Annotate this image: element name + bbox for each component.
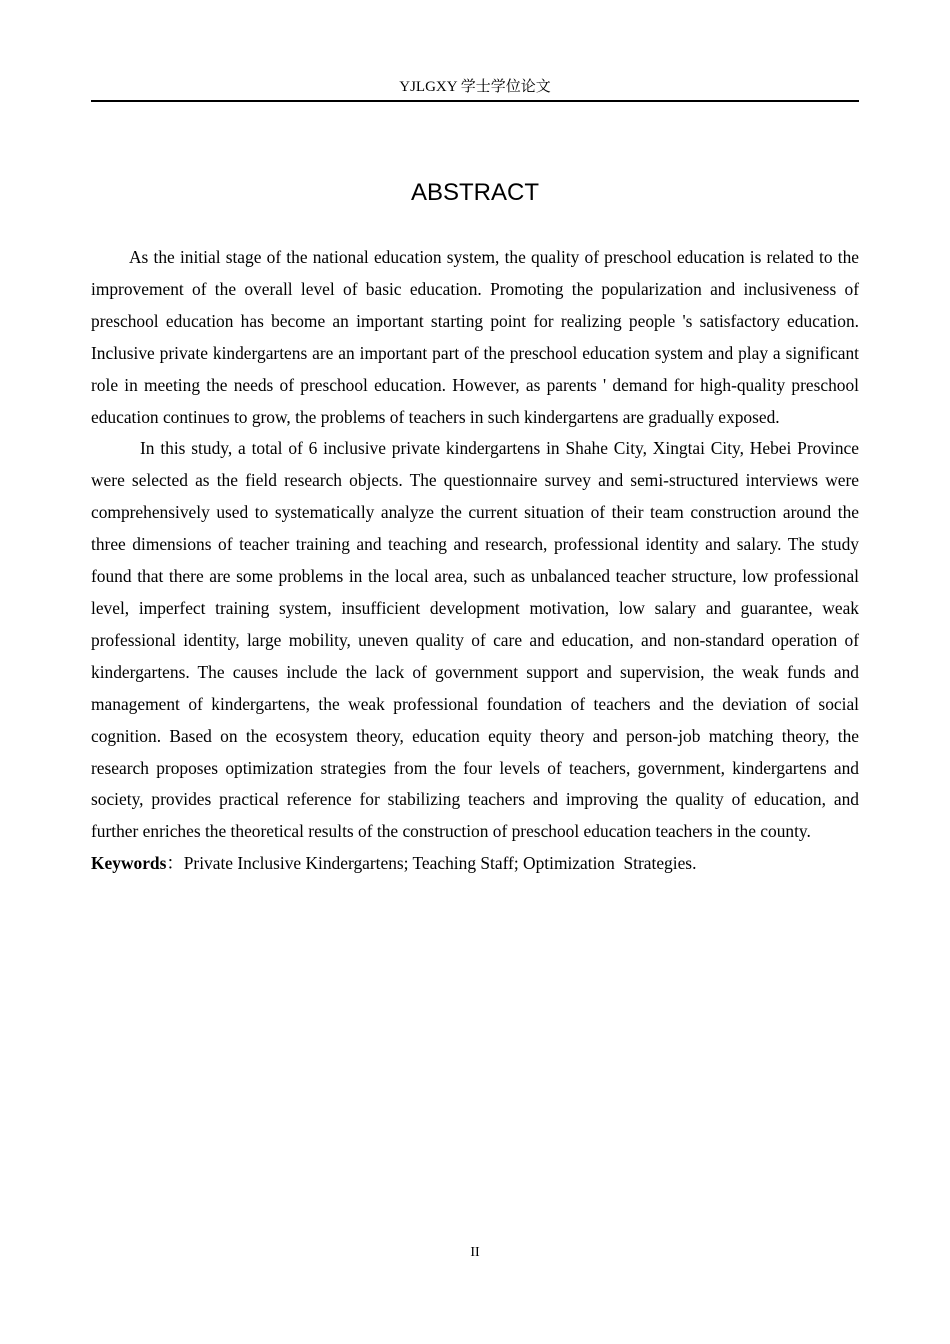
keywords-label: Keywords xyxy=(91,853,167,874)
keywords-separator: ： xyxy=(166,853,184,874)
page-number: II xyxy=(470,1245,480,1260)
abstract-paragraph-1: As the initial stage of the national education system, the quality of preschool education is related to the improvement of the overall level of basic education. Promoting the popularization and inclusiveness of preschool education has become an important starting point for realizing people 's satisfactory education. Inclusive private kindergartens are an important part of the preschool education system and play a significant role in meeting the needs of preschool education. However, as parents ' demand for high-quality preschool education continues to grow, the problems of teachers in such kindergartens are gradually exposed. xyxy=(91,247,859,427)
abstract-body xyxy=(91,242,859,880)
keywords-line xyxy=(91,848,859,880)
header-rule xyxy=(91,100,859,102)
abstract-title: ABSTRACT xyxy=(410,179,539,206)
running-header: YJLGXY 学士学位论文 xyxy=(399,79,551,95)
keywords-text: Private Inclusive Kindergartens; Teaching Staff; Optimization Strategies. xyxy=(183,853,697,874)
abstract-paragraph-2: In this study, a total of 6 inclusive private kindergartens in Shahe City, Xingtai City, Hebei Province were selected as the field research objects. The questionnaire survey and semi-structured interviews were comprehensively used to systematically analyze the current situation of their team construction around the three dimensions of teacher training and teaching and research, professional identity and salary. The study found that there are some problems in the local area, such as unbalanced teacher structure, low professional level, imperfect training system, insufficient development motivation, low salary and guarantee, weak professional identity, large mobility, uneven quality of care and education, and non-standard operation of kindergartens. The causes include the lack of government support and supervision, the weak funds and management of kindergartens, the weak professional foundation of teachers and the deviation of social cognition. Based on the ecosystem theory, education equity theory and person-job matching theory, the research proposes optimization strategies from the four levels of teachers, government, kindergartens and society, provides practical reference for stabilizing teachers and improving the quality of education, and further enriches the theoretical results of the construction of preschool education teachers in the county. xyxy=(91,438,859,842)
